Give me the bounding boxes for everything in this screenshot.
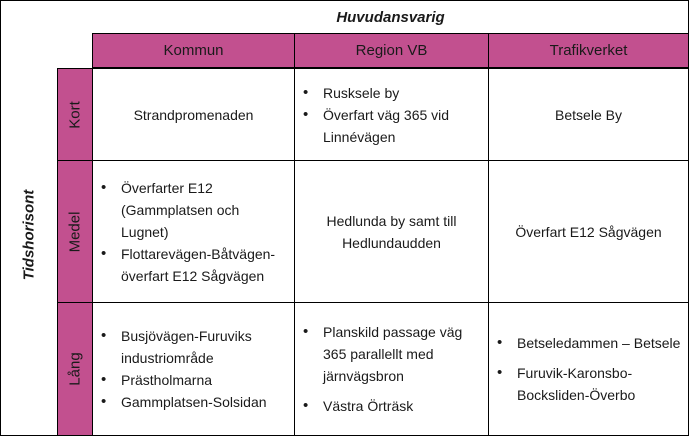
table-cell xyxy=(294,68,489,161)
cell-text: Hedlunda by samt till Hedlundaudden xyxy=(326,212,457,251)
list-item: • Överfarter E12 (Gammplatsen och Lugnet) xyxy=(93,177,288,243)
column-header-trafikverket: Trafikverket xyxy=(488,33,689,68)
table-cell xyxy=(294,302,489,436)
table-cell xyxy=(488,68,689,161)
list-item: • Furuvik-Karonsbo-Bocksliden-Överbo xyxy=(489,362,682,406)
list-item: • Flottarevägen-Båtvägen-överfart E12 Sågvägen xyxy=(93,243,288,287)
table-cell xyxy=(488,160,689,303)
list-item: • Planskild passage väg 365 parallellt med järnvägsbron xyxy=(295,321,482,387)
row-label-lang xyxy=(57,302,93,436)
table-cell xyxy=(488,302,689,436)
row-label-text: Kort xyxy=(66,100,84,129)
row-label-text: Medel xyxy=(66,211,84,252)
list-item: • Prästholmarna xyxy=(93,369,288,391)
column-header-kommun: Kommun xyxy=(92,33,295,68)
list-item: • Ruskselе by xyxy=(295,82,482,104)
row-label-text: Lång xyxy=(66,352,84,386)
row-label-medel xyxy=(57,160,93,303)
row-label-kort xyxy=(57,68,93,161)
cell-text: Betsele By xyxy=(555,106,622,123)
bullet-list xyxy=(489,332,688,406)
list-item: • Överfart väg 365 vid Linnévägen xyxy=(295,104,482,148)
bullet-list xyxy=(93,325,294,413)
cell-text: Strandpromenaden xyxy=(133,106,254,123)
side-title-text: Tidshorisont xyxy=(20,189,38,280)
bullet-list xyxy=(93,177,294,287)
list-item: • Gammplatsen-Solsidan xyxy=(93,391,288,413)
table-title-huvudansvarig: Huvudansvarig xyxy=(336,8,445,26)
table-cell xyxy=(92,302,295,436)
cell-text: Överfart E12 Sågvägen xyxy=(515,223,662,240)
list-item: • Västra Örträsk xyxy=(295,395,482,417)
column-header-region-vb: Region VB xyxy=(294,33,489,68)
bullet-list xyxy=(295,82,488,148)
bullet-list xyxy=(295,321,488,417)
table-cell xyxy=(294,160,489,303)
table-cell xyxy=(92,160,295,303)
list-item: • Busjövägen-Furuviks industriområde xyxy=(93,325,288,369)
table-cell xyxy=(92,68,295,161)
list-item: • Betseledammen – Betsele xyxy=(489,332,682,354)
table-side-title-tidshorisont xyxy=(1,33,57,436)
